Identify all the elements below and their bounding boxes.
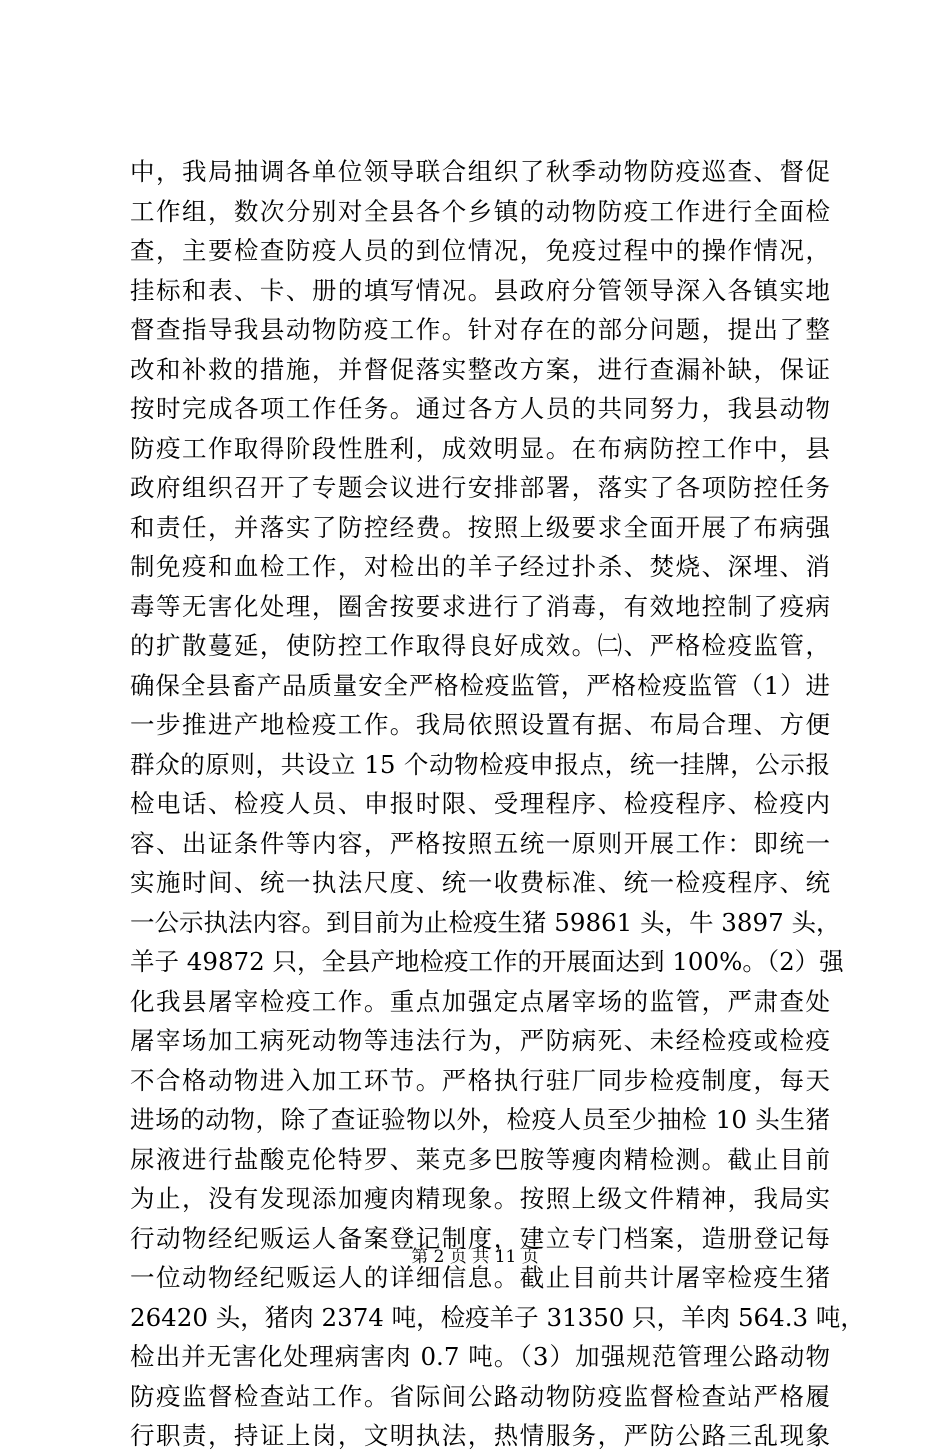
text-line: 工作组，数次分别对全县各个乡镇的动物防疫工作进行全面检 — [130, 196, 830, 226]
text-line: 容、出证条件等内容，严格按照五统一原则开展工作：即统一 — [130, 828, 830, 858]
text-line: 为止，没有发现添加瘦肉精现象。按照上级文件精神，我局实 — [130, 1184, 830, 1213]
text-line: 检出并无害化处理病害肉 0.7 吨。（3）加强规范管理公路动物 — [130, 1342, 830, 1371]
text-line: 制免疫和血检工作，对检出的羊子经过扑杀、焚烧、深埋、消 — [130, 552, 830, 581]
text-line: 按时完成各项工作任务。通过各方人员的共同努力，我县动物 — [130, 394, 830, 423]
text-line: 行动物经纪贩运人备案登记制度，建立专门档案，造册登记每 — [130, 1223, 830, 1253]
text-line: 实施时间、统一执法尺度、统一收费标准、统一检疫程序、统 — [130, 868, 830, 897]
text-line: 查，主要检查防疫人员的到位情况，免疫过程中的操作情况， — [130, 236, 830, 265]
text-line: 的扩散蔓延，使防控工作取得良好成效。㈡、严格检疫监管， — [130, 631, 830, 660]
text-line: 防疫工作取得阶段性胜利，成效明显。在布病防控工作中，县 — [130, 433, 830, 463]
text-line: 挂标和表、卡、册的填写情况。县政府分管领导深入各镇实地 — [130, 275, 830, 305]
text-line: 26420 头，猪肉 2374 吨，检疫羊子 31350 只，羊肉 564.3 吨， — [130, 1302, 865, 1332]
text-line: 中，我局抽调各单位领导联合组织了秋季动物防疫巡查、督促 — [130, 157, 830, 186]
text-line: 羊子 49872 只，全县产地检疫工作的开展面达到 100%。（2）强 — [130, 947, 844, 976]
text-line: 政府组织召开了专题会议进行安排部署，落实了各项防控任务 — [130, 473, 830, 502]
text-line: 确保全县畜产品质量安全严格检疫监管，严格检疫监管（1）进 — [130, 670, 830, 700]
text-line: 一步推进产地检疫工作。我局依照设置有据、布局合理、方便 — [130, 710, 830, 739]
text-line: 检电话、检疫人员、申报时限、受理程序、检疫程序、检疫内 — [130, 789, 830, 818]
text-line: 屠宰场加工病死动物等违法行为，严防病死、未经检疫或检疫 — [130, 1026, 830, 1055]
text-line: 毒等无害化处理，圈舍按要求进行了消毒，有效地控制了疫病 — [130, 591, 830, 621]
text-line: 一位动物经纪贩运人的详细信息。截止目前共计屠宰检疫生猪 — [130, 1263, 830, 1292]
text-line: 和责任，并落实了防控经费。按照上级要求全面开展了布病强 — [130, 512, 830, 542]
text-line: 督查指导我县动物防疫工作。针对存在的部分问题，提出了整 — [130, 315, 830, 344]
text-line: 群众的原则，共设立 15 个动物检疫申报点，统一挂牌，公示报 — [130, 749, 830, 779]
text-line: 化我县屠宰检疫工作。重点加强定点屠宰场的监管，严肃查处 — [130, 986, 830, 1016]
text-line: 防疫监督检查站工作。省际间公路动物防疫监督检查站严格履 — [130, 1381, 830, 1411]
text-line: 尿液进行盐酸克伦特罗、莱克多巴胺等瘦肉精检测。截止目前 — [130, 1144, 830, 1174]
text-line: 不合格动物进入加工环节。严格执行驻厂同步检疫制度，每天 — [130, 1065, 830, 1095]
text-line: 行职责，持证上岗，文明执法，热情服务，严防公路三乱现象 — [130, 1421, 830, 1450]
page-footer: 第 2 页 共 11 页 — [411, 1247, 539, 1267]
text-line: 一公示执法内容。到目前为止检疫生猪 59861 头，牛 3897 头， — [130, 907, 841, 937]
text-line: 改和补救的措施，并督促落实整改方案，进行查漏补缺，保证 — [130, 354, 830, 384]
text-line: 进场的动物，除了查证验物以外，检疫人员至少抽检 10 头生猪 — [130, 1105, 830, 1134]
